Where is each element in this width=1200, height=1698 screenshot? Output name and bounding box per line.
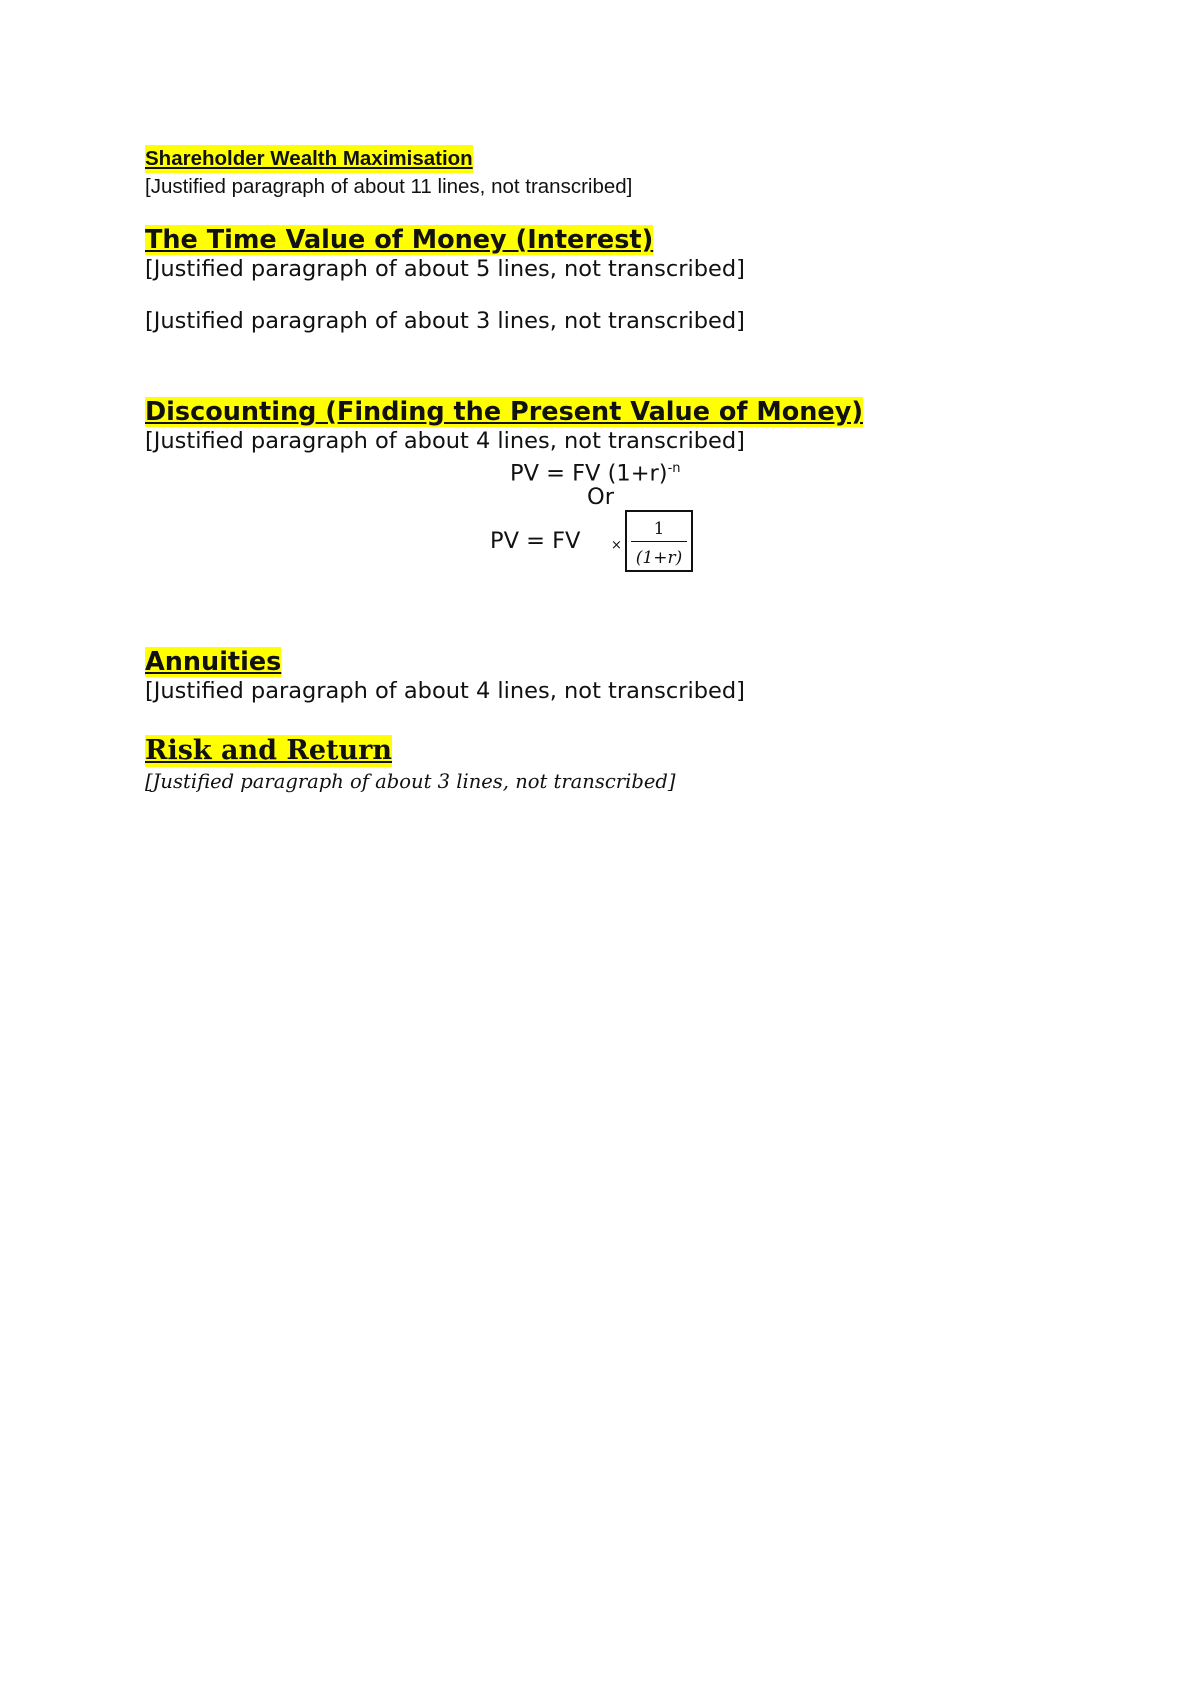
document-page [145,145,1060,796]
multiply-sign: × [611,538,622,553]
fraction-numerator: 1 [653,519,665,539]
section-heading: Discounting (Finding the Present Value of Money) [145,397,863,427]
section-heading: Shareholder Wealth Maximisation [145,145,473,173]
body-paragraph: [Justified paragraph of about 4 lines, not transcribed] [145,678,745,704]
formula-line-1: PV = FV $(1+r)^{-n}$ [510,460,681,487]
formula-or: Or [587,484,614,510]
section-heading: Annuities [145,647,282,677]
section-annuities [145,647,1060,705]
body-paragraph: [Justified paragraph of about 3 lines, not transcribed] [145,770,676,793]
body-paragraph: [Justified paragraph of about 11 lines, not transcribed] [145,175,633,198]
section-heading: Risk and Return [145,735,392,766]
fraction-denominator: (1+r) [635,548,683,568]
formula-line-2: PV = FV [490,528,581,554]
section-time-value-of-money [145,225,1060,335]
formula-exponent: -n [667,461,681,476]
section-risk-and-return [145,735,1060,796]
body-paragraph: [Justified paragraph of about 3 lines, not transcribed] [145,308,745,334]
formula-fraction-box [625,510,693,572]
pv-formula [145,455,1060,570]
fraction-bar [631,541,687,542]
section-heading: The Time Value of Money (Interest) [145,225,654,255]
body-paragraph: [Justified paragraph of about 5 lines, not transcribed] [145,256,745,282]
section-discounting [145,397,1060,570]
body-paragraph: [Justified paragraph of about 4 lines, not transcribed] [145,428,745,454]
section-shareholder-wealth [145,145,1060,201]
